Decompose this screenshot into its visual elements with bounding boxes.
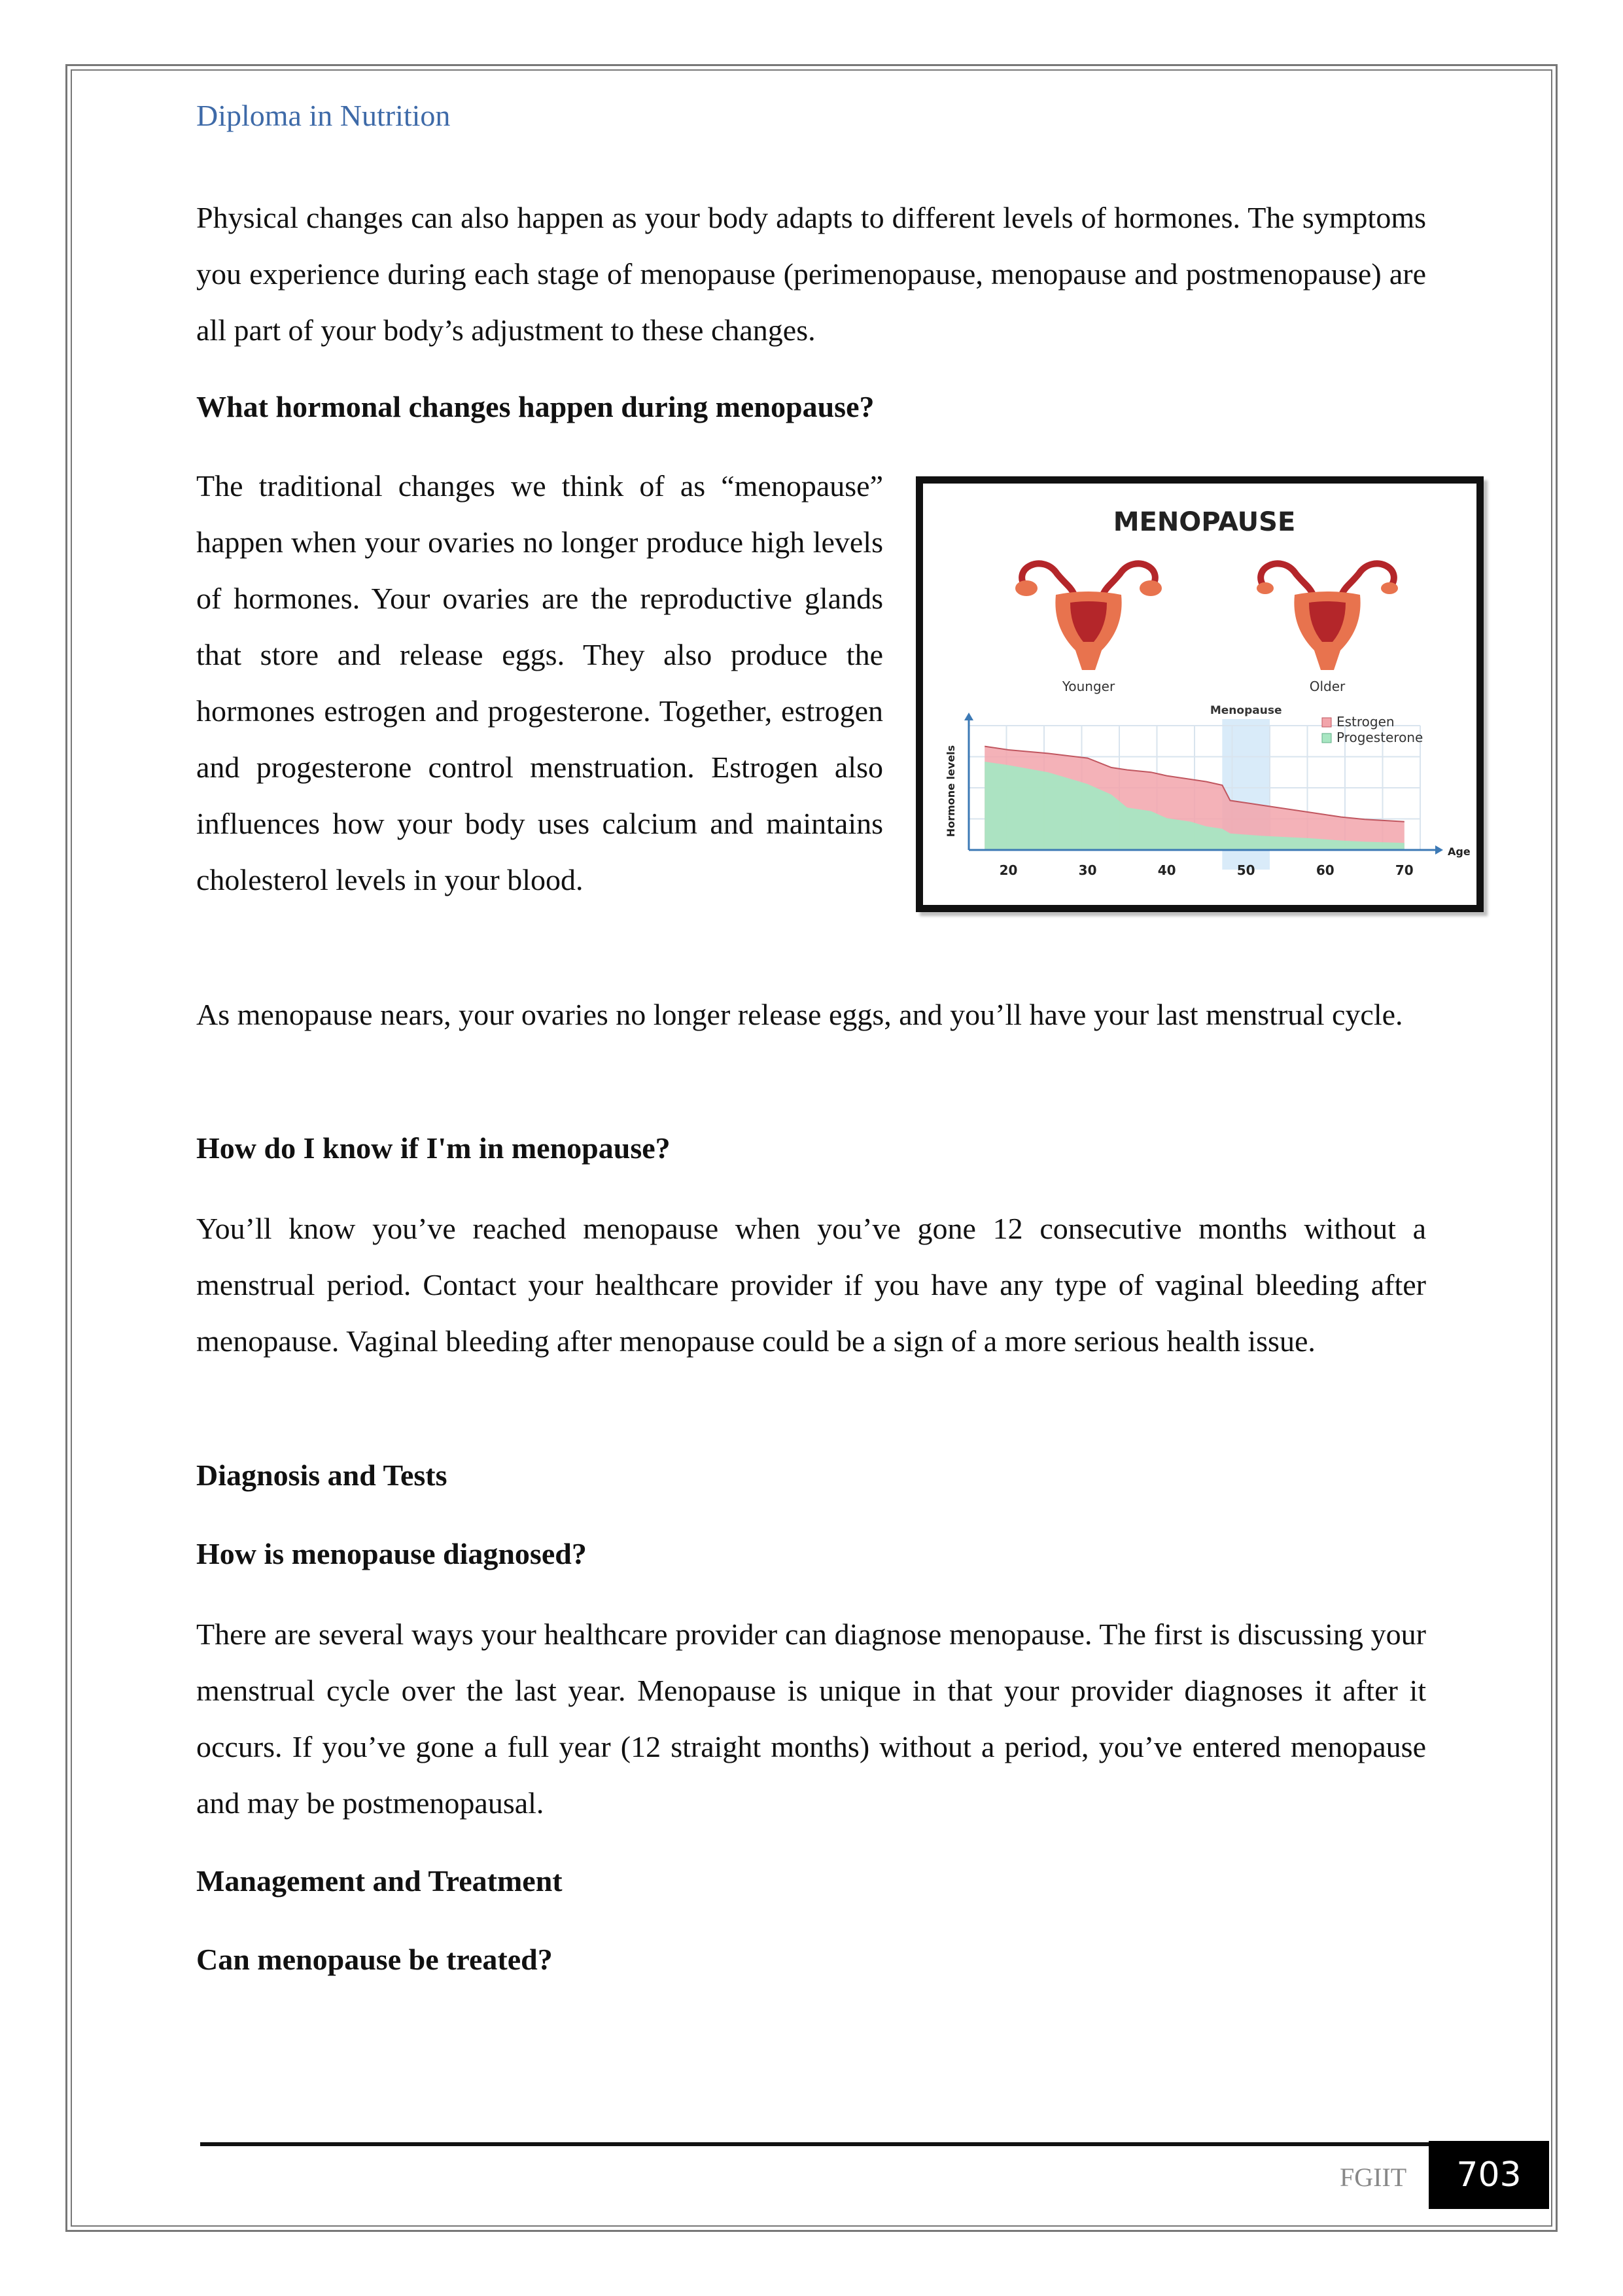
heading-can-be-treated [196,1940,1426,1979]
paragraph-text: As menopause nears, your ovaries no longer release eggs, and you’ll have your last menstrual cycle. [196,998,1403,1031]
heading-text: Management and Treatment [196,1864,563,1898]
heading-hormonal-changes [196,387,1426,427]
heading-text: How is menopause diagnosed? [196,1537,587,1570]
menopause-chart [923,484,1476,905]
paragraph-text: The traditional changes we think of as “menopause” happen when your ovaries no longer produce high levels of hormones. Your ovaries are the reproductive glands that store and release eggs. They also produce the hormones estrogen and progesterone. Together, estrogen and progesterone control menstruation. Estrogen also influences how your body uses calcium and maintains cholesterol levels in your blood. [196,469,883,896]
paragraph-text: Physical changes can also happen as your body adapts to different levels of hormones. The symptoms you experience during each stage of menopause (perimenopause, menopause and postmenopause) are all part of your body’s adjustment to these changes. [196,201,1426,347]
paragraph-text: You’ll know you’ve reached menopause when you’ve gone 12 consecutive months without a menstrual period. Contact your healthcare provider if you have any type of vaginal bleeding after menopause. Vaginal bleeding after menopause could be a sign of a more serious health issue. [196,1212,1426,1358]
footer-org: FGIIT [1340,2163,1407,2192]
heading-management-treatment [196,1862,1426,1901]
legend-estrogen-label: Estrogen [1336,714,1395,730]
paragraph-several-ways [196,1606,1426,1831]
hormone-plot [945,704,1471,878]
heading-how-diagnosed [196,1534,1426,1574]
y-axis-arrow [964,713,973,720]
heading-text: Can menopause be treated? [196,1943,553,1976]
x-tick-label: 40 [1157,862,1176,878]
heading-text: What hormonal changes happen during menopause? [196,390,875,423]
paragraph-text: There are several ways your healthcare provider can diagnose menopause. The first is discussing your menstrual cycle over the last year. Menopause is unique in that your provider diagnoses it after it occurs. If you’ve gone a full year (12 straight months) without a period, you’ve entered menopause and may be postmenopausal. [196,1617,1426,1820]
x-axis-arrow [1435,845,1443,855]
footer-rule [200,2142,1548,2146]
x-tick-label: 50 [1236,862,1255,878]
x-tick-label: 30 [1078,862,1097,878]
legend-progesterone-swatch [1322,733,1331,743]
uterus-younger-icon [1015,563,1162,670]
label-younger: Younger [1062,679,1115,694]
uterus-older-icon [1257,563,1398,670]
paragraph-menopause-nears [196,987,1426,1043]
heading-text: How do I know if I'm in menopause? [196,1131,671,1165]
heading-text: Diagnosis and Tests [196,1458,447,1492]
paragraph-physical-changes [196,190,1426,359]
legend-estrogen-swatch [1322,718,1331,727]
label-older: Older [1309,679,1346,694]
menopause-band-label: Menopause [1210,704,1282,717]
legend-progesterone-label: Progesterone [1336,730,1423,745]
x-axis-label: Age [1448,845,1471,858]
running-header: Diploma in Nutrition [196,99,451,132]
x-tick-label: 70 [1395,862,1414,878]
figure-title: MENOPAUSE [1113,507,1296,537]
y-axis-label: Hormone levels [945,745,957,838]
page-number: 703 [1429,2141,1549,2209]
menopause-figure [916,476,1484,912]
x-tick-label: 60 [1316,862,1335,878]
paragraph-consecutive-months [196,1201,1426,1369]
x-tick-label: 20 [999,862,1018,878]
heading-how-do-i-know [196,1129,1426,1168]
heading-diagnosis-and-tests [196,1456,1426,1495]
